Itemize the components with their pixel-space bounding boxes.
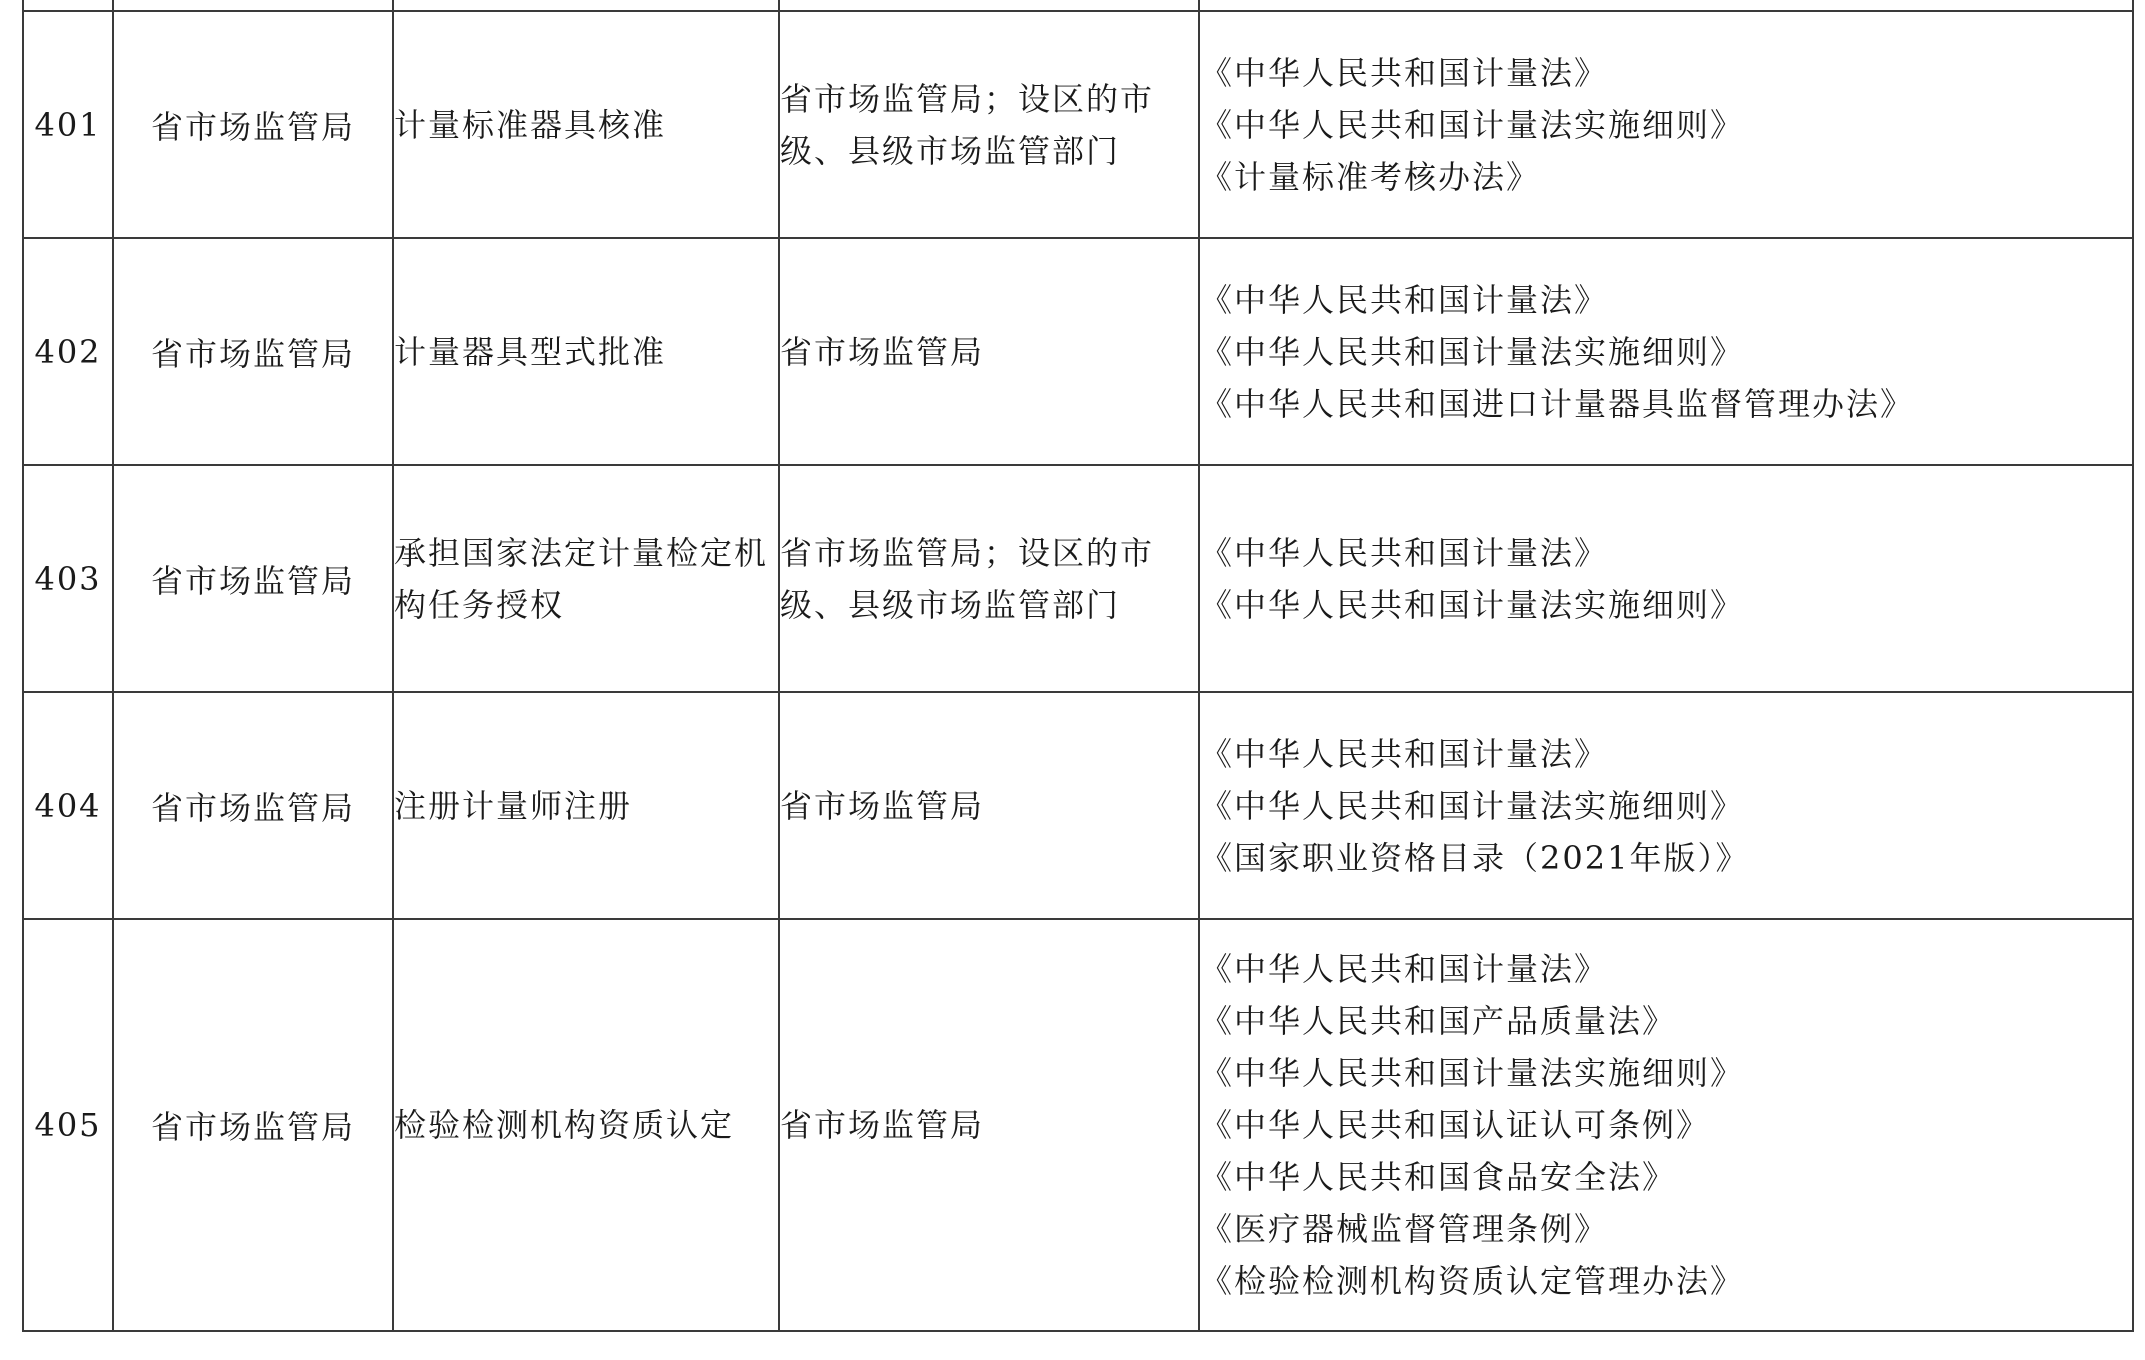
basis-line: 《中华人民共和国计量法实施细则》	[1200, 332, 1745, 371]
table-row	[23, 238, 2133, 465]
basis-line: 《计量标准考核办法》	[1200, 157, 1541, 196]
cell-basis	[1199, 238, 2133, 465]
cell-number: 403	[23, 465, 113, 692]
cell-department	[113, 0, 393, 11]
cell-number	[23, 0, 113, 11]
cell-executor: 省市场监管局；设区的市级、县级市场监管部门	[779, 11, 1199, 238]
basis-line: 《中华人民共和国计量法》	[1200, 533, 1609, 572]
basis-line: 《中华人民共和国计量法实施细则》	[1200, 1054, 1745, 1092]
cell-item: 检验检测机构资质认定	[393, 919, 779, 1331]
table-row	[23, 465, 2133, 692]
cell-executor: 省市场监管局	[779, 238, 1199, 465]
cell-executor: 省市场监管局	[779, 919, 1199, 1331]
cell-executor: 省市场监管局	[779, 692, 1199, 919]
cell-executor: 省市场监管局；设区的市级、县级市场监管部门	[779, 465, 1199, 692]
cell-basis	[1199, 11, 2133, 238]
cell-number: 405	[23, 919, 113, 1331]
basis-line: 《国家职业资格目录（2021年版）》	[1200, 838, 1750, 877]
cell-item: 注册计量师注册	[393, 692, 779, 919]
cell-department: 省市场监管局	[113, 465, 393, 692]
table-row	[23, 692, 2133, 919]
basis-line: 《中华人民共和国计量法》	[1200, 280, 1609, 319]
table-row-previous-cut	[23, 0, 2133, 11]
cell-item: 计量器具型式批准	[393, 238, 779, 465]
cell-number: 401	[23, 11, 113, 238]
basis-line: 《中华人民共和国计量法》	[1200, 53, 1609, 92]
basis-line: 《中华人民共和国计量法实施细则》	[1200, 585, 1745, 624]
cell-department: 省市场监管局	[113, 11, 393, 238]
cell-basis	[1199, 692, 2133, 919]
basis-line: 《中华人民共和国计量法》	[1200, 950, 1609, 988]
basis-line: 《检验检测机构资质认定管理办法》	[1200, 1262, 1745, 1300]
basis-line: 《中华人民共和国食品安全法》	[1200, 1158, 1677, 1196]
cell-number: 404	[23, 692, 113, 919]
document-page	[22, 0, 2134, 1360]
cell-item: 计量标准器具核准	[393, 11, 779, 238]
admin-licensing-table	[22, 0, 2134, 1332]
cell-number: 402	[23, 238, 113, 465]
table-row	[23, 11, 2133, 238]
table-row	[23, 919, 2133, 1331]
cell-basis	[1199, 919, 2133, 1331]
basis-line: 《中华人民共和国计量法实施细则》	[1200, 105, 1745, 144]
basis-line: 《中华人民共和国进口计量器具监督管理办法》	[1200, 384, 1915, 423]
cell-basis	[1199, 465, 2133, 692]
cell-executor	[779, 0, 1199, 11]
cell-basis	[1199, 0, 2133, 11]
cell-department: 省市场监管局	[113, 919, 393, 1331]
basis-line: 《中华人民共和国产品质量法》	[1200, 1002, 1677, 1040]
basis-line: 《中华人民共和国认证认可条例》	[1200, 1106, 1711, 1144]
basis-line: 《医疗器械监督管理条例》	[1200, 1210, 1609, 1248]
basis-line: 《中华人民共和国计量法》	[1200, 734, 1609, 773]
cell-department: 省市场监管局	[113, 238, 393, 465]
cell-item: 承担国家法定计量检定机构任务授权	[393, 465, 779, 692]
cell-item	[393, 0, 779, 11]
basis-line: 《中华人民共和国计量法实施细则》	[1200, 786, 1745, 825]
cell-department: 省市场监管局	[113, 692, 393, 919]
